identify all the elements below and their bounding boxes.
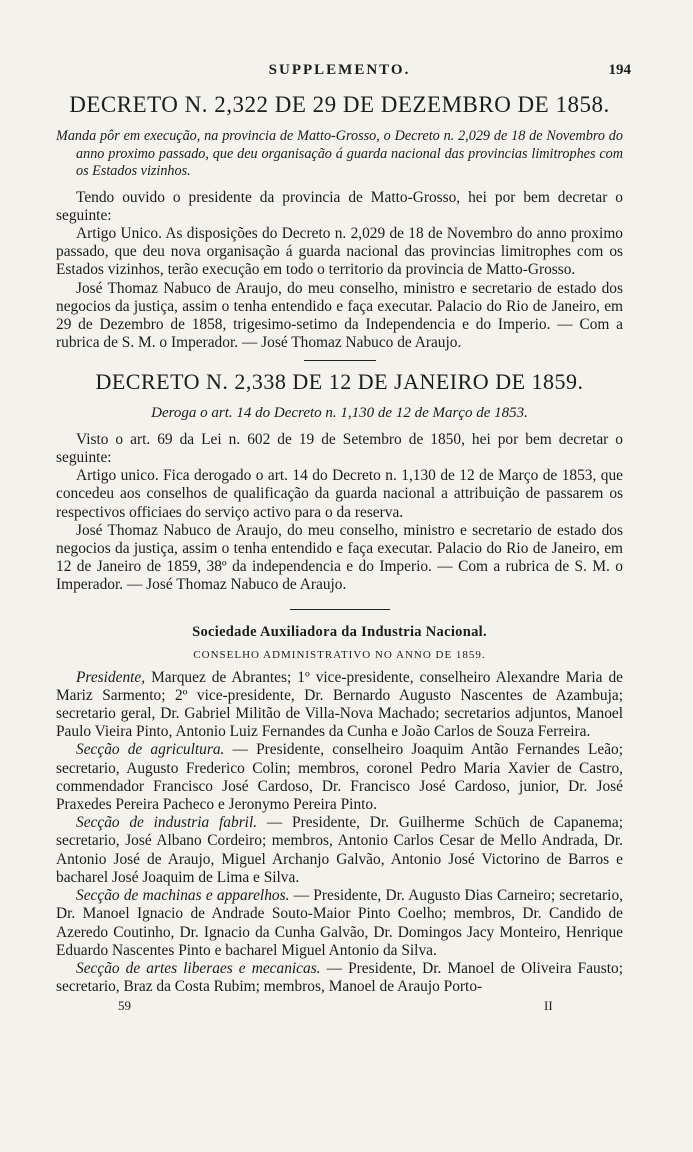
council-presidency [56, 669, 623, 742]
section-text: Marquez de Abrantes; 1º vice-presidente, conselheiro Alexandre Maria de Mariz Sarmento; 2º vice-presidente, Dr. Bernardo Augusto Nascentes de Azambuja; secretario geral, Dr. Gabriel Militão de Villa-Nova Machado; secretarios adjuntos, Manoel Paulo Vieira Pinto, Antonio Luiz Fernandes da Cunha e João Carlos de Souza Ferreira. [56, 668, 623, 741]
section-text: — Presidente, Dr. Manoel de Oliveira Fausto; secretario, Braz da Costa Rubim; membros, Manoel de Araujo Porto- [56, 959, 623, 996]
section-industry [56, 814, 623, 887]
page-number: 194 [608, 62, 631, 78]
decree-title: DECRETO N. 2,338 DE 12 DE JANEIRO DE 1859. [95, 369, 584, 395]
signature-mark: II [544, 998, 553, 1014]
page-footer [56, 998, 623, 1016]
decree-paragraph: Visto o art. 69 da Lei n. 602 de 19 de Setembro de 1850, hei por bem decretar o seguinte: [56, 430, 623, 467]
decree-2338 [56, 369, 623, 594]
decree-title: DECRETO N. 2,322 DE 29 DE DEZEMBRO DE 1858. [69, 92, 610, 117]
decree-article: Artigo unico. Fica derogado o art. 14 do Decreto n. 1,130 de 12 de Março de 1853, que concedeu aos conselhos de qualificação da guarda nacional a attribuição de passarem os respectivos officiaes do serviço activo para o da reserva. [56, 467, 623, 521]
decree-2322 [56, 92, 623, 352]
section-text: — Presidente, Dr. Guilherme Schüch de Capanema; secretario, José Albano Cordeiro; membros, Antonio Carlos Cesar de Mello Andrada, Dr. Antonio José de Araujo, Miguel Archanjo Galvão, Antonio José Victorino de Barros e bacharel José Joaquim de Lima e Silva. [56, 814, 623, 886]
running-title: SUPPLEMENTO. [268, 62, 411, 78]
section-label: Secção de artes liberaes e mecanicas. [76, 959, 321, 977]
section-label: Secção de industria fabril. [76, 814, 258, 832]
section-label: Presidente, [76, 668, 146, 686]
section-text: — Presidente, Dr. Augusto Dias Carneiro; secretario, Dr. Manoel Ignacio de Andrade Souto-Maior Pinto Coelho; membros, Dr. Candido de Azeredo Coutinho, Dr. Ignacio da Cunha Galvão, Dr. Domingos Jacy Monteiro, Henrique Eduardo Nascentes Pinto e bacharel Miguel Antonio da Silva. [56, 887, 624, 959]
running-head [56, 62, 631, 86]
society-title: Sociedade Auxiliadora da Industria Nacional. [192, 623, 487, 640]
society-council [56, 624, 623, 997]
signature-mark: 59 [118, 998, 131, 1014]
decree-closing: José Thomaz Nabuco de Araujo, do meu conselho, ministro e secretario de estado dos negocios da justiça, assim o tenha entendido e faça executar. Palacio do Rio de Janeiro, em 29 de Dezembro de 1858, trigesimo-setimo da Independencia e do Imperio. — Com a rubrica de S. M. o Imperador. — José Thomaz Nabuco de Araujo. [56, 279, 623, 352]
decree-paragraph: Tendo ouvido o presidente da provincia de Matto-Grosso, hei por bem decretar o seguinte: [56, 188, 623, 224]
section-agriculture [56, 741, 623, 814]
section-divider [290, 609, 390, 610]
section-divider [304, 360, 376, 361]
decree-closing: José Thomaz Nabuco de Araujo, do meu conselho, ministro e secretario de estado dos negocios da justiça, assim o tenha entendido e faça executar. Palacio do Rio de Janeiro, em 12 de Janeiro de 1859, 38º da independencia e do Imperio. — Com a rubrica de S. M. o Imperador. — José Thomaz Nabuco de Araujo. [56, 521, 623, 594]
section-machines [56, 887, 623, 960]
section-label: Secção de agricultura. [76, 741, 225, 759]
decree-article: Artigo Unico. As disposições do Decreto n. 2,029 de 18 de Novembro do anno proximo passado, que deu nova organisação á guarda nacional das provincias limitrophes com os Estados vizinhos, terão execução em todo o territorio da provincia de Matto-Grosso. [56, 224, 623, 279]
section-arts [56, 960, 623, 996]
decree-summary: Deroga o art. 14 do Decreto n. 1,130 de 12 de Março de 1853. [151, 405, 528, 422]
section-text: — Presidente, conselheiro Joaquim Antão Fernandes Leão; secretario, Augusto Frederico Colin; membros, coronel Pedro Maria Xavier de Castro, commendador Francisco José Cardoso, Dr. Francisco José Cardoso, junior, Dr. José Praxedes Pereira Pacheco e Jeronymo Pereira Pinto. [56, 741, 623, 814]
decree-summary: Manda pôr em execução, na provincia de Matto-Grosso, o Decreto n. 2,029 de 18 de Novembro do anno proximo passado, que deu organisação á guarda nacional das provincias limitrophes com os Estados vizinhos. [56, 128, 623, 179]
section-label: Secção de machinas e apparelhos. [76, 887, 290, 905]
society-subtitle: CONSELHO ADMINISTRATIVO NO ANNO DE 1859. [193, 648, 486, 661]
